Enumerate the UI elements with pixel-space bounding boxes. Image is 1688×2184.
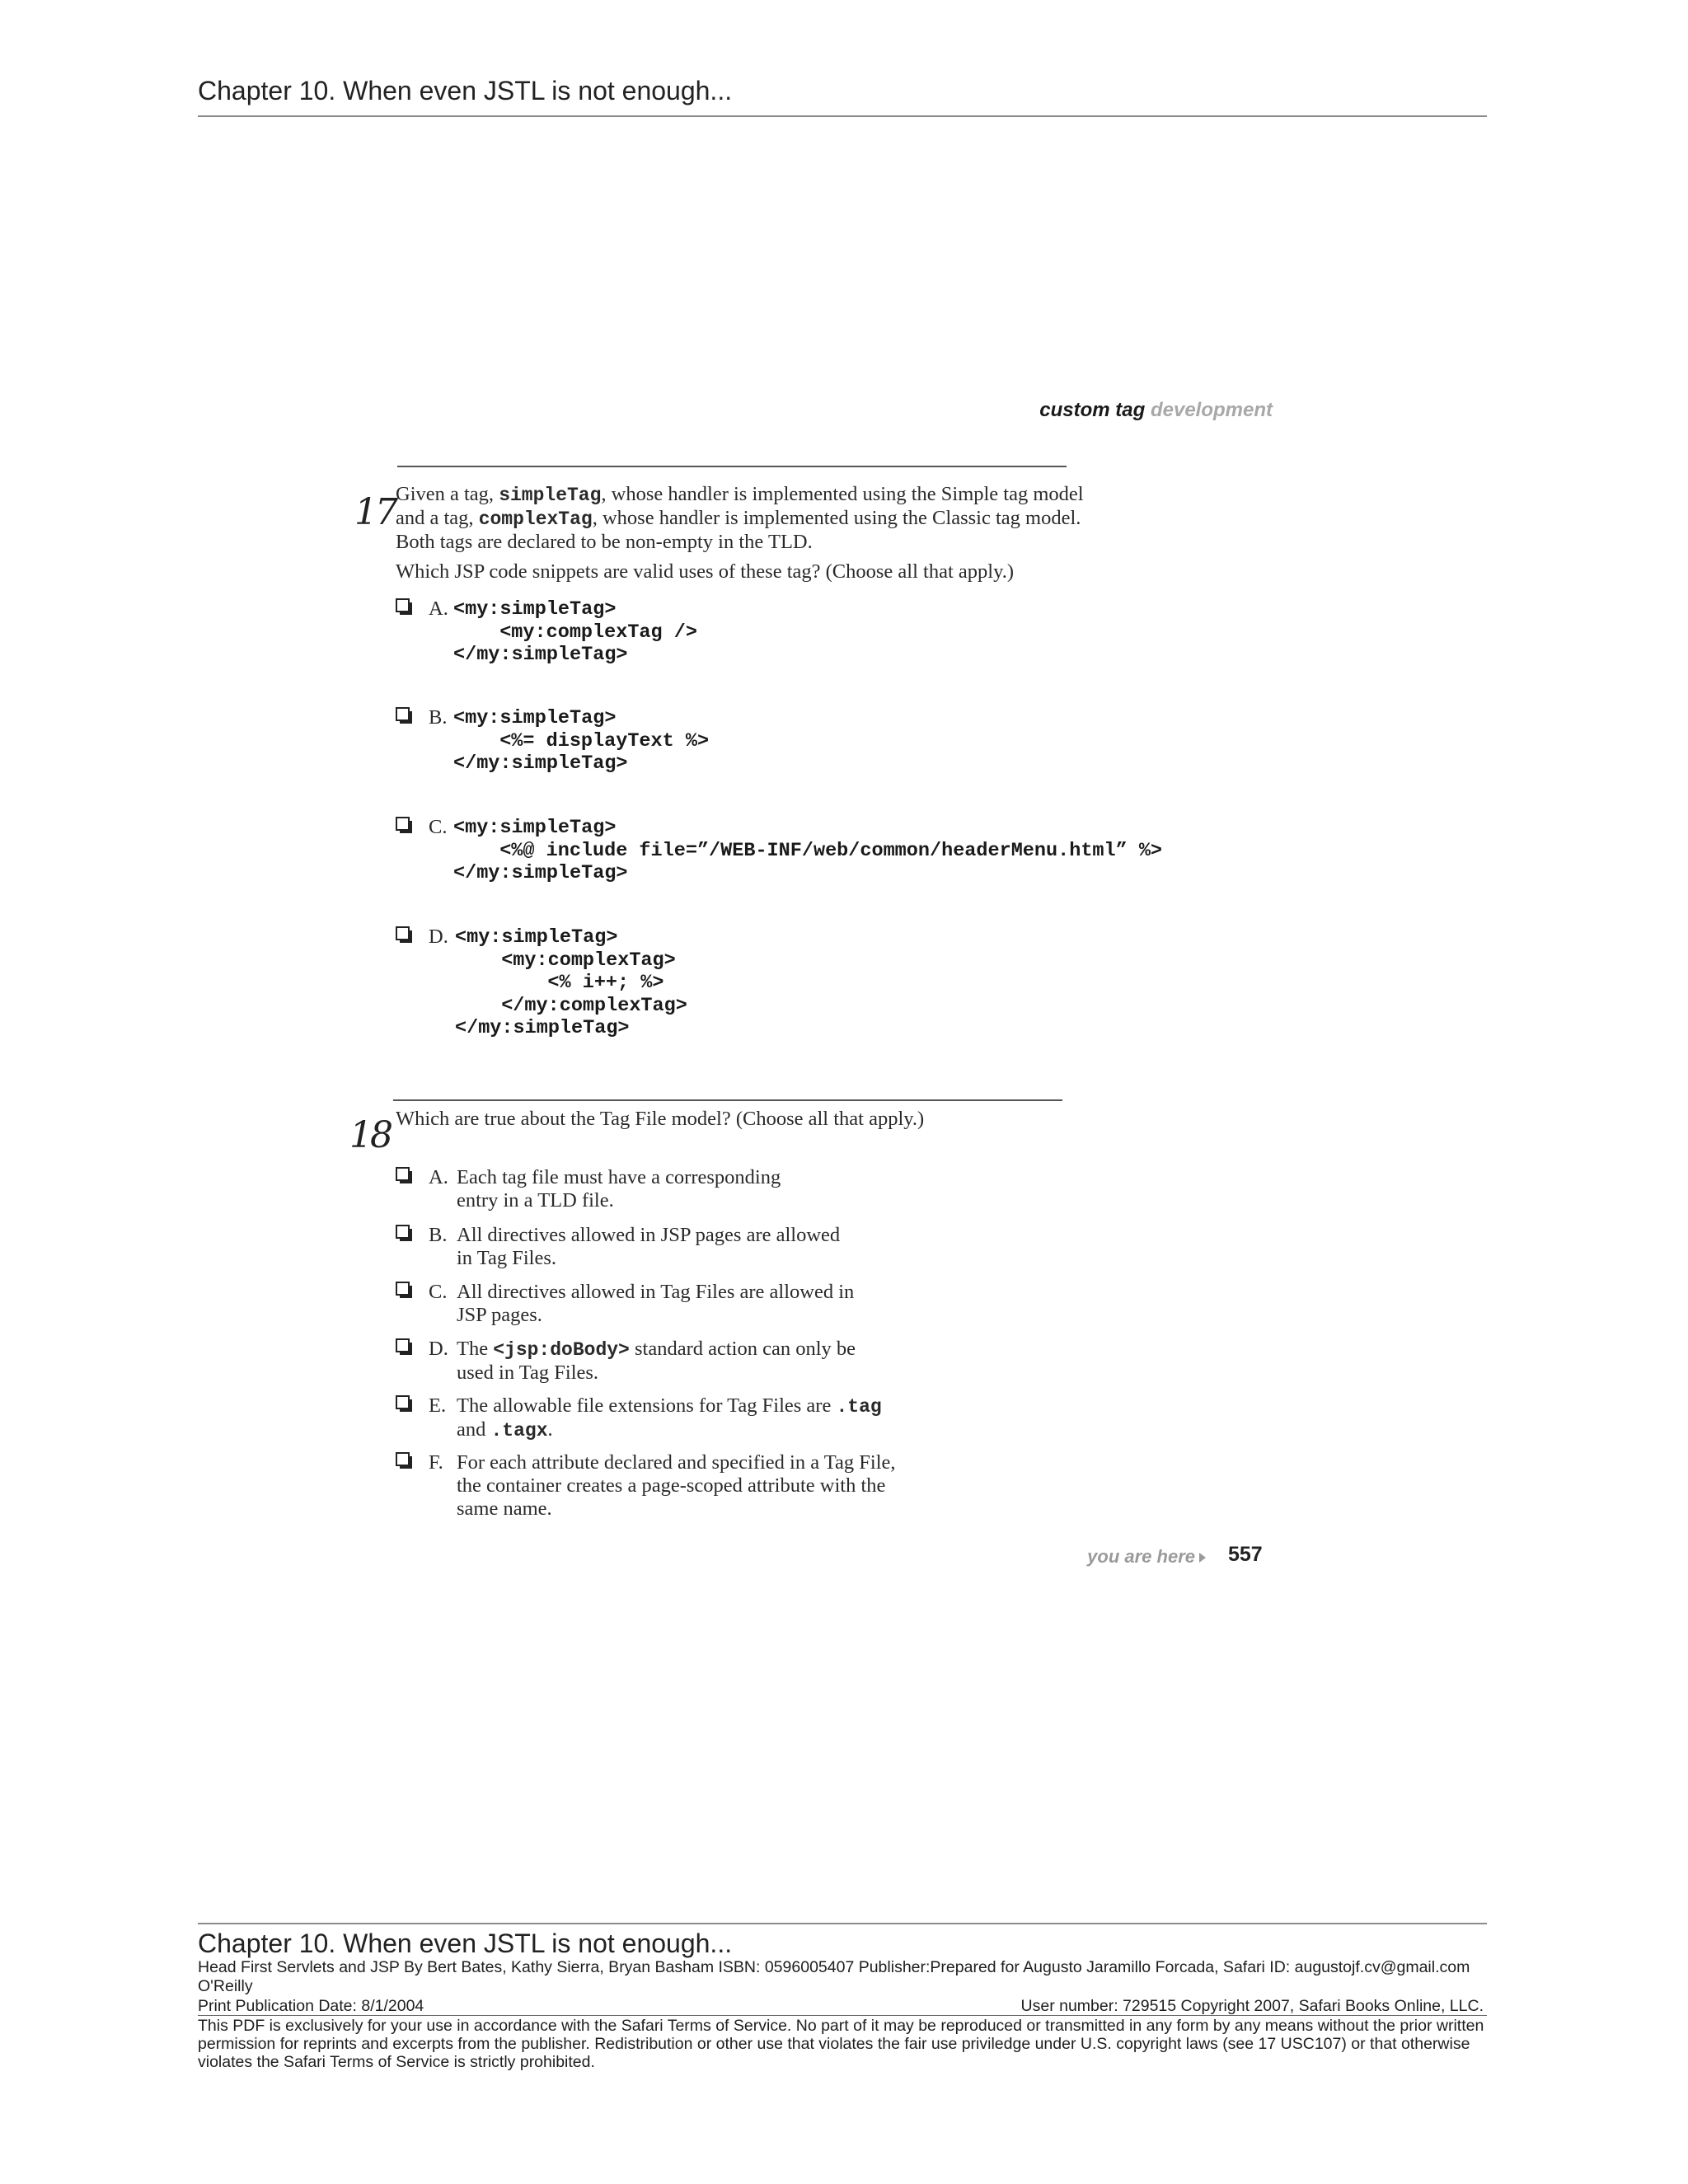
option-18f-text (457, 1451, 968, 1521)
option-17d-code (455, 926, 687, 1040)
header-divider (198, 115, 1487, 117)
q17-intro-code: simpleTag (499, 485, 602, 506)
code-line: <my:simpleTag> (453, 817, 617, 839)
q17-intro-text: , whose handler is implemented using the Simple tag model (601, 483, 1084, 505)
safari-disclaimer: This PDF is exclusively for your use in accordance with the Safari Terms of Service. No part of it may be reproduced or transmitted in any form by any means without the prior written permission for reprints and excerpts from the publisher. Redistribution or other use that violates the fair use priviledge under U.S. copyright laws (see 17 USC107) or that otherwise violates the Safari Terms of Service is strictly prohibited. (198, 2017, 1484, 2071)
checkbox-icon (396, 598, 414, 616)
code-line: <%= displayText %> (476, 729, 710, 752)
footer-divider (198, 1923, 1487, 1924)
checkbox-icon (396, 1167, 414, 1185)
option-text-line: used in Tag Files. (457, 1361, 599, 1384)
option-text-line: entry in a TLD file. (457, 1189, 614, 1212)
option-17b-code (453, 707, 709, 776)
option-text-line: in Tag Files. (457, 1247, 557, 1269)
code-line: <my:simpleTag> (455, 926, 618, 949)
checkbox-icon (396, 1452, 414, 1470)
checkbox-icon (396, 1282, 414, 1300)
q17-intro-text: Both tags are declared to be non-empty in the TLD. (396, 531, 813, 553)
option-text-line: All directives allowed in JSP pages are allowed (457, 1224, 841, 1246)
page-number: 557 (1228, 1543, 1263, 1566)
code-line: </my:simpleTag> (453, 752, 628, 775)
option-text-line: All directives allowed in Tag Files are allowed in (457, 1281, 855, 1303)
checkbox-icon (396, 1395, 414, 1413)
code-line: </my:simpleTag> (453, 862, 628, 884)
option-17a-code (453, 598, 697, 667)
option-text-fragment: The allowable file extensions for Tag Files are (457, 1394, 837, 1417)
checkbox-icon (396, 926, 414, 944)
option-text-line: For each attribute declared and specified in a Tag File, (457, 1451, 896, 1474)
checkbox-18c[interactable] (396, 1282, 414, 1300)
checkbox-18e[interactable] (396, 1395, 414, 1413)
option-18c-letter: C. (429, 1281, 448, 1303)
user-number: User number: 729515 Copyright 2007, Safari Books Online, LLC. (1020, 1997, 1484, 2015)
chapter-title: Chapter 10. When even JSTL is not enough... (198, 76, 733, 105)
publisher: O'Reilly (198, 1977, 253, 1995)
code-line: <%@ include file=”/WEB-INF/web/common/headerMenu.html” %> (476, 839, 1163, 862)
running-head (1039, 399, 1273, 422)
option-18b-text (457, 1224, 951, 1270)
code-line: </my:simpleTag> (453, 644, 628, 666)
checkbox-17b[interactable] (396, 707, 414, 725)
option-18c-text (457, 1281, 951, 1327)
book-metadata: Head First Servlets and JSP By Bert Bates, Kathy Sierra, Bryan Basham ISBN: 0596005407 Publisher:Prepared for Augusto Jaramillo Forcada, Safari ID: augustojf.cv@gmail.com (198, 1958, 1470, 1976)
checkbox-18f[interactable] (396, 1452, 414, 1470)
question-18-rule (393, 1099, 1062, 1101)
footer-chapter-title: Chapter 10. When even JSTL is not enough... (198, 1929, 733, 1958)
option-18d-letter: D. (429, 1338, 448, 1360)
option-text-fragment: and (457, 1418, 491, 1441)
option-code-fragment: .tag (836, 1396, 882, 1418)
running-head-secondary: development (1150, 399, 1273, 421)
option-18e-text (457, 1394, 968, 1442)
disclaimer-divider (198, 2015, 1487, 2016)
question-17-intro (396, 483, 1137, 554)
question-17-number: 17 (354, 491, 396, 533)
question-18-prompt: Which are true about the Tag File model? (Choose all that apply.) (396, 1108, 925, 1130)
option-17d-letter: D. (429, 926, 448, 948)
print-publication-date: Print Publication Date: 8/1/2004 (198, 1997, 424, 2015)
checkbox-icon (396, 707, 414, 725)
option-text-line: the container creates a page-scoped attribute with the (457, 1474, 886, 1497)
option-text-fragment: . (547, 1418, 553, 1441)
checkbox-17a[interactable] (396, 598, 414, 616)
option-17c-letter: C. (429, 816, 448, 838)
checkbox-18d[interactable] (396, 1338, 414, 1357)
you-are-here-label: you are here (1087, 1546, 1195, 1567)
code-line: </my:simpleTag> (455, 1017, 630, 1039)
checkbox-17d[interactable] (396, 926, 414, 944)
option-text-line: Each tag file must have a corresponding (457, 1166, 781, 1188)
option-18e-letter: E. (429, 1394, 447, 1417)
option-code-fragment: <jsp:doBody> (493, 1339, 630, 1361)
option-code-fragment: .tagx (490, 1420, 548, 1441)
option-18b-letter: B. (429, 1224, 448, 1246)
option-17c-code (453, 817, 1162, 885)
code-line: <% i++; %> (501, 972, 664, 994)
option-text-fragment: standard action can only be (629, 1338, 856, 1360)
option-text-line: JSP pages. (457, 1304, 542, 1326)
checkbox-icon (396, 817, 414, 835)
question-17-rule (397, 466, 1067, 467)
checkbox-icon (396, 1225, 414, 1243)
option-17b-letter: B. (429, 706, 448, 729)
code-line: <my:simpleTag> (453, 707, 617, 729)
checkbox-18a[interactable] (396, 1167, 414, 1185)
triangle-right-icon (1198, 1552, 1207, 1568)
code-line: <my:complexTag /> (476, 621, 697, 644)
checkbox-17c[interactable] (396, 817, 414, 835)
q17-intro-text: , whose handler is implemented using the Classic tag model. (592, 507, 1081, 529)
code-line: <my:simpleTag> (453, 598, 617, 621)
code-line: </my:complexTag> (478, 994, 687, 1017)
option-17a-letter: A. (429, 598, 448, 620)
question-17-prompt: Which JSP code snippets are valid uses of these tag? (Choose all that apply.) (396, 560, 1015, 583)
option-18a-text (457, 1166, 951, 1212)
option-18a-letter: A. (429, 1166, 448, 1188)
code-line: <my:complexTag> (478, 949, 676, 972)
checkbox-18b[interactable] (396, 1225, 414, 1243)
option-text-line: same name. (457, 1497, 552, 1520)
q17-intro-text: and a tag, (396, 507, 479, 529)
running-head-primary: custom tag (1039, 399, 1146, 421)
question-18-number: 18 (349, 1114, 391, 1156)
option-text-fragment: The (457, 1338, 494, 1360)
checkbox-icon (396, 1338, 414, 1357)
option-18d-text (457, 1338, 968, 1385)
option-18f-letter: F. (429, 1451, 443, 1474)
q17-intro-text: Given a tag, (396, 483, 499, 505)
q17-intro-code: complexTag (478, 509, 593, 530)
